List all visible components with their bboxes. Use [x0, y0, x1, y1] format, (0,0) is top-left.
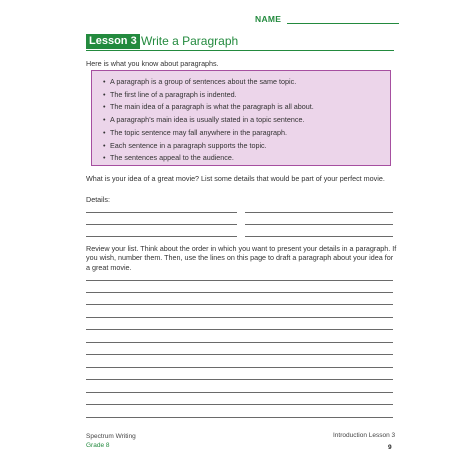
writing-line[interactable]	[86, 367, 393, 368]
header-rule	[86, 50, 394, 51]
writing-line[interactable]	[86, 392, 393, 393]
intro-text: Here is what you know about paragraphs.	[86, 59, 219, 68]
footer-book-info	[86, 432, 136, 450]
writing-line[interactable]	[86, 354, 393, 355]
details-line-right[interactable]	[245, 236, 393, 237]
details-line-right[interactable]	[245, 224, 393, 225]
footer-section: Introduction Lesson 3	[333, 432, 396, 439]
fact-item: • The main idea of a paragraph is what the paragraph is all about.	[104, 101, 314, 114]
writing-line[interactable]	[86, 404, 393, 405]
book-title: Spectrum Writing	[86, 433, 136, 440]
name-input-line[interactable]	[287, 23, 399, 24]
writing-line[interactable]	[86, 329, 393, 330]
writing-line[interactable]	[86, 292, 393, 293]
facts-list	[104, 76, 314, 165]
fact-item: • A paragraph’s main idea is usually stated in a topic sentence.	[104, 114, 314, 127]
question-2: Review your list. Think about the order in which you want to present your details in a paragraph. If you wish, number them. Then, use the lines on this page to draft a paragraph about your idea for a great movie.	[86, 244, 397, 272]
details-label: Details:	[86, 195, 110, 204]
writing-line[interactable]	[86, 304, 393, 305]
grade-label: Grade 8	[86, 442, 110, 449]
writing-line[interactable]	[86, 317, 393, 318]
lesson-title: Write a Paragraph	[141, 34, 239, 48]
writing-line[interactable]	[86, 342, 393, 343]
name-label: NAME	[255, 14, 282, 24]
question-1: What is your idea of a great movie? List some details that would be part of your perfect movie.	[86, 174, 385, 183]
fact-item: • A paragraph is a group of sentences about the same topic.	[104, 76, 314, 89]
writing-line[interactable]	[86, 417, 393, 418]
fact-item: • The topic sentence may fall anywhere in the paragraph.	[104, 127, 314, 140]
name-field	[255, 14, 405, 26]
facts-box	[91, 70, 391, 166]
details-line-left[interactable]	[86, 224, 237, 225]
fact-item: • The first line of a paragraph is indented.	[104, 89, 314, 102]
details-line-left[interactable]	[86, 212, 237, 213]
fact-item: • Each sentence in a paragraph supports the topic.	[104, 140, 314, 153]
details-line-left[interactable]	[86, 236, 237, 237]
page-number: 9	[388, 444, 392, 451]
writing-line[interactable]	[86, 379, 393, 380]
lesson-badge: Lesson 3	[86, 34, 140, 49]
lesson-header	[86, 34, 394, 50]
writing-line[interactable]	[86, 280, 393, 281]
details-line-right[interactable]	[245, 212, 393, 213]
fact-item: • The sentences appeal to the audience.	[104, 152, 314, 165]
